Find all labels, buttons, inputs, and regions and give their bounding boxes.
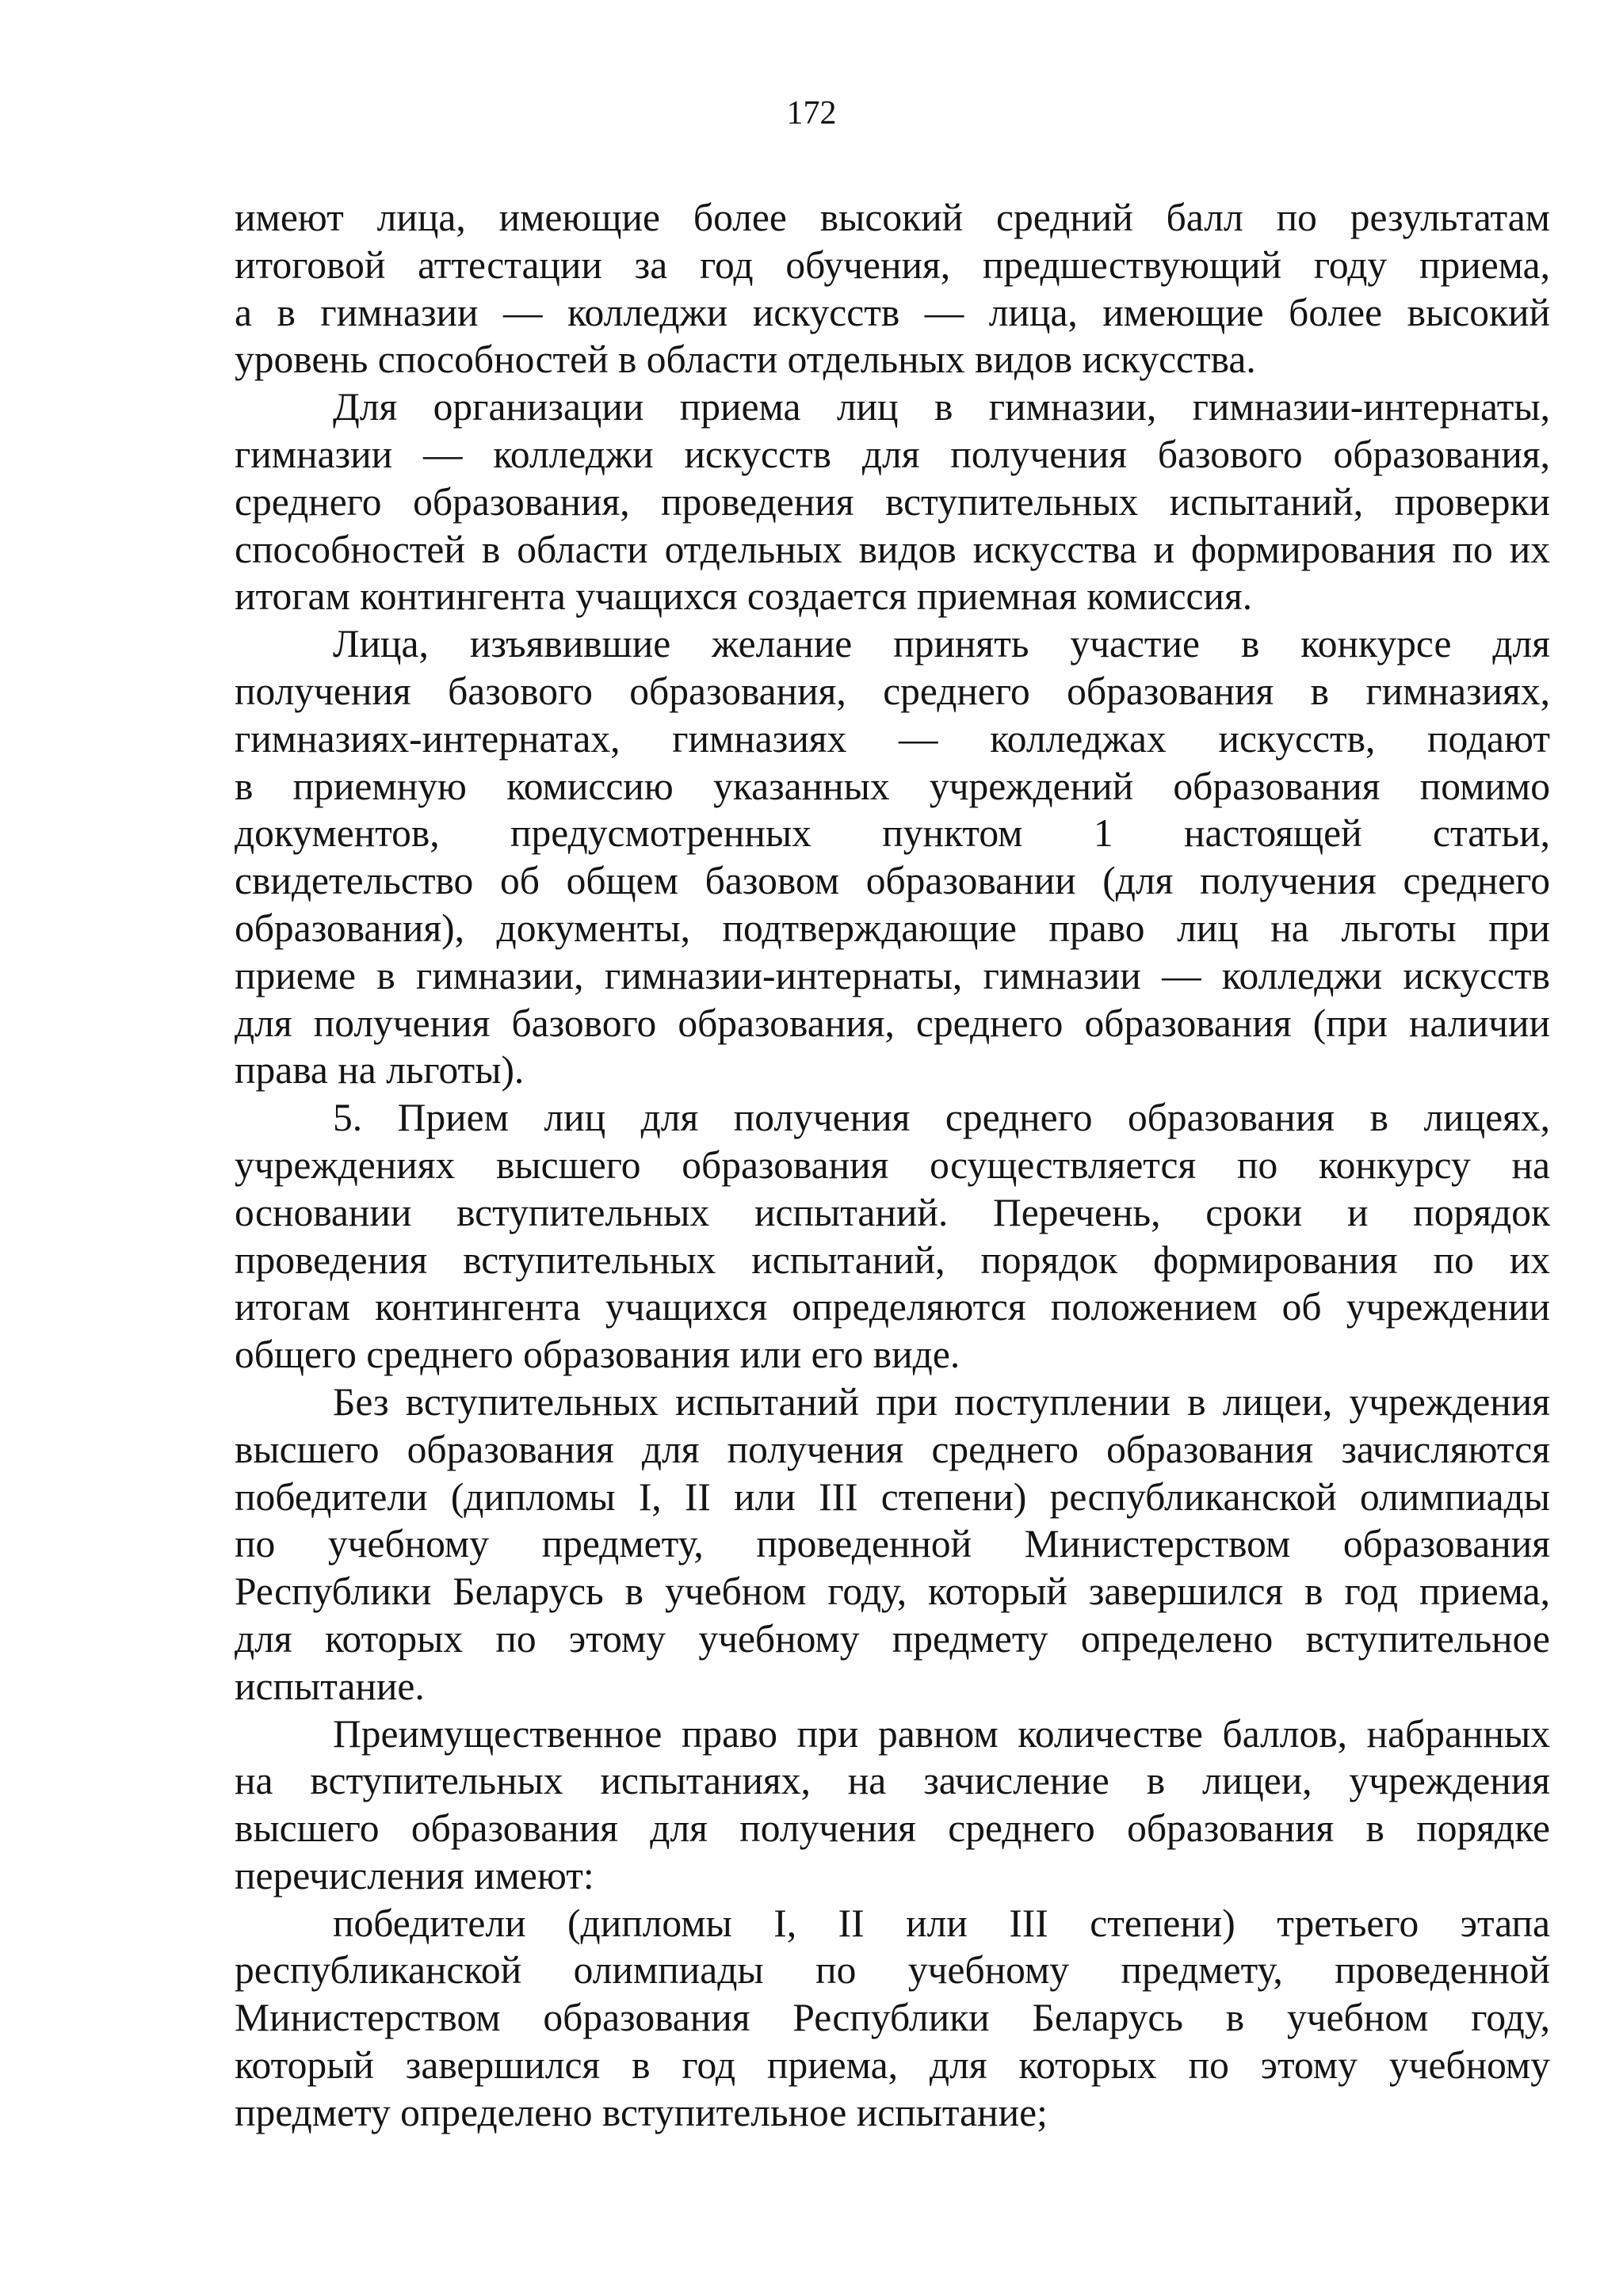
text-line: среднего образования, проведения вступительных испытаний, проверки bbox=[235, 479, 1550, 524]
text-line: образования), документы, подтверждающие право лиц на льготы при bbox=[235, 906, 1550, 950]
text-line: Республики Беларусь в учебном году, который завершился в год приема, bbox=[235, 1569, 1550, 1614]
text-line: Министерством образования Республики Беларусь в учебном году, bbox=[235, 1996, 1550, 2040]
text-line: проведения вступительных испытаний, порядок формирования по их bbox=[235, 1238, 1550, 1282]
text-line: способностей в области отдельных видов искусства и формирования по их bbox=[235, 527, 1550, 571]
text-line: Лица, изъявившие желание принять участие в конкурсе для bbox=[333, 622, 1550, 666]
text-line: Преимущественное право при равном количестве баллов, набранных bbox=[333, 1711, 1550, 1756]
text-line: получения базового образования, среднего образования в гимназиях, bbox=[235, 669, 1550, 713]
text-line: на вступительных испытаниях, на зачисление в лицеи, учреждения bbox=[235, 1759, 1550, 1803]
text-line: общего среднего образования или его виде. bbox=[235, 1333, 960, 1377]
text-line: высшего образования для получения среднего образования зачисляются bbox=[235, 1427, 1550, 1471]
text-line: итогам контингента учащихся определяются положением об учреждении bbox=[235, 1285, 1550, 1329]
text-line: победители (дипломы I, II или III степени) республиканской олимпиады bbox=[235, 1474, 1550, 1519]
paragraph bbox=[235, 620, 1550, 1094]
text-line: перечисления имеют: bbox=[235, 1853, 594, 1897]
text-line: в приемную комиссию указанных учреждений образования помимо bbox=[235, 764, 1550, 808]
text-line: свидетельство об общем базовом образовании (для получения среднего bbox=[235, 859, 1550, 903]
paragraph bbox=[235, 1900, 1550, 2137]
text-line: основании вступительных испытаний. Перечень, сроки и порядок bbox=[235, 1190, 1550, 1234]
text-line: по учебному предмету, проведенной Министерством образования bbox=[235, 1522, 1550, 1566]
text-line: гимназии — колледжи искусств для получения базового образования, bbox=[235, 432, 1550, 476]
text-line: высшего образования для получения среднего образования в порядке bbox=[235, 1806, 1550, 1851]
text-line: для получения базового образования, среднего образования (при наличии bbox=[235, 1001, 1550, 1045]
text-line: Без вступительных испытаний при поступлении в лицеи, учреждения bbox=[333, 1379, 1550, 1424]
text-line: уровень способностей в области отдельных видов искусства. bbox=[235, 338, 1256, 382]
paragraph bbox=[235, 1094, 1550, 1379]
text-line: Для организации приема лиц в гимназии, гимназии-интернаты, bbox=[333, 385, 1550, 429]
document-body bbox=[235, 194, 1550, 2137]
text-line: права на льготы). bbox=[235, 1048, 525, 1093]
paragraph bbox=[235, 194, 1550, 383]
text-line: республиканской олимпиады по учебному предмету, проведенной bbox=[235, 1948, 1550, 1993]
text-line: итогам контингента учащихся создается приемная комиссия. bbox=[235, 574, 1253, 619]
text-line: победители (дипломы I, II или III степени) третьего этапа bbox=[333, 1901, 1550, 1945]
text-line: гимназиях-интернатах, гимназиях — колледжах искусств, подают bbox=[235, 716, 1550, 761]
text-line: для которых по этому учебному предмету определено вступительное bbox=[235, 1616, 1550, 1661]
text-line: испытание. bbox=[235, 1664, 425, 1708]
page-number: 172 bbox=[786, 95, 837, 132]
text-line: итоговой аттестации за год обучения, предшествующий году приема, bbox=[235, 242, 1550, 287]
text-line: 5. Прием лиц для получения среднего образования в лицеях, bbox=[333, 1096, 1550, 1140]
text-line: имеют лица, имеющие более высокий средний балл по результатам bbox=[235, 196, 1550, 239]
paragraph bbox=[235, 1711, 1550, 1900]
text-line: который завершился в год приема, для которых по этому учебному bbox=[235, 2043, 1550, 2088]
text-line: а в гимназии — колледжи искусств — лица, имеющие более высокий bbox=[235, 290, 1550, 334]
text-line: предмету определено вступительное испытание; bbox=[235, 2090, 1048, 2134]
text-line: учреждениях высшего образования осуществляется по конкурсу на bbox=[235, 1142, 1550, 1187]
text-line: приеме в гимназии, гимназии-интернаты, гимназии — колледжи искусств bbox=[235, 953, 1550, 997]
paragraph bbox=[235, 383, 1550, 620]
text-line: документов, предусмотренных пунктом 1 настоящей статьи, bbox=[235, 811, 1550, 856]
paragraph bbox=[235, 1379, 1550, 1711]
